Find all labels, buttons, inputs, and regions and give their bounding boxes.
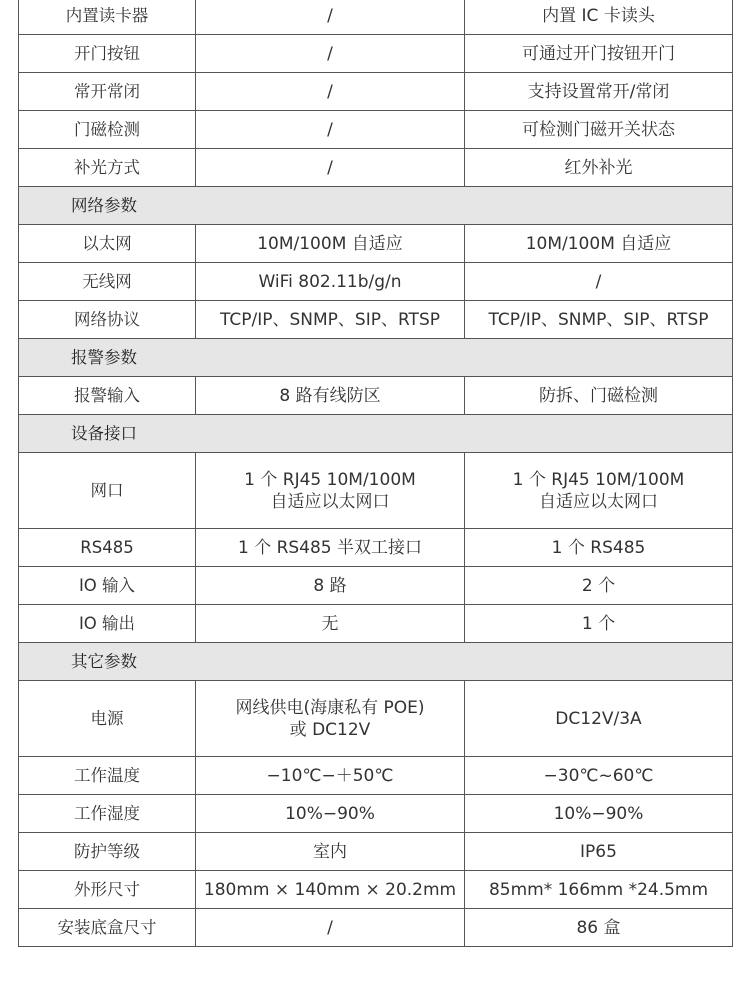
value-cell-a xyxy=(196,0,465,35)
table-row xyxy=(19,0,733,35)
cell-text-line: 或 DC12V xyxy=(289,719,371,740)
value-cell-b xyxy=(465,263,733,301)
cell-text-line: / xyxy=(595,271,602,292)
value-cell-a xyxy=(196,73,465,111)
cell-text-line: TCP/IP、SNMP、SIP、RTSP xyxy=(220,309,440,330)
section-header: 其它参数 xyxy=(19,643,733,681)
cell-text-line: IP65 xyxy=(580,841,617,862)
table-row xyxy=(19,909,733,947)
cell-text-line: 86 盒 xyxy=(576,917,621,938)
row-label: 补光方式 xyxy=(19,149,196,187)
value-cell-a xyxy=(196,567,465,605)
value-cell-a xyxy=(196,301,465,339)
table-row xyxy=(19,871,733,909)
row-label: 常开常闭 xyxy=(19,73,196,111)
cell-text-line: −30℃~60℃ xyxy=(543,765,654,786)
cell-text-line: 防拆、门磁检测 xyxy=(539,385,658,406)
cell-text-line: 1 个 RJ45 10M/100M xyxy=(512,469,685,490)
section-header-row xyxy=(19,339,733,377)
cell-text-line: 10M/100M 自适应 xyxy=(525,233,672,254)
value-cell-b xyxy=(465,73,733,111)
value-cell-a xyxy=(196,871,465,909)
table-row xyxy=(19,833,733,871)
table-row xyxy=(19,795,733,833)
row-label: IO 输入 xyxy=(19,567,196,605)
value-cell-b xyxy=(465,567,733,605)
cell-text-line: 网线供电(海康私有 POE) xyxy=(235,697,425,718)
cell-text-line: / xyxy=(327,119,333,140)
table-row xyxy=(19,453,733,529)
table-row xyxy=(19,757,733,795)
cell-text-line: 180mm × 140mm × 20.2mm xyxy=(203,879,457,900)
table-row xyxy=(19,35,733,73)
cell-text-line: / xyxy=(327,81,333,102)
table-row xyxy=(19,263,733,301)
row-label: 工作温度 xyxy=(19,757,196,795)
table-row xyxy=(19,567,733,605)
cell-text-line: 可通过开门按钮开门 xyxy=(522,43,675,64)
cell-text-line: WiFi 802.11b/g/n xyxy=(258,271,402,292)
value-cell-b xyxy=(465,149,733,187)
cell-text-line: TCP/IP、SNMP、SIP、RTSP xyxy=(488,309,709,330)
cell-text-line: / xyxy=(327,5,333,26)
cell-text-line: 10%−90% xyxy=(285,803,375,824)
cell-text-line: 8 路有线防区 xyxy=(279,385,381,406)
value-cell-b xyxy=(465,833,733,871)
cell-text-line: 1 个 RJ45 10M/100M xyxy=(244,469,416,490)
cell-text-line: 1 个 RS485 半双工接口 xyxy=(237,537,423,558)
cell-text-line: 85mm* 166mm *24.5mm xyxy=(488,879,709,900)
table-row xyxy=(19,529,733,567)
value-cell-a xyxy=(196,681,465,757)
value-cell-a xyxy=(196,605,465,643)
section-header: 网络参数 xyxy=(19,187,733,225)
row-label: 无线网 xyxy=(19,263,196,301)
cell-text-line: 10%−90% xyxy=(553,803,644,824)
row-label: 网口 xyxy=(19,453,196,529)
value-cell-a xyxy=(196,111,465,149)
table-row xyxy=(19,377,733,415)
cell-text-line: 无 xyxy=(321,613,339,634)
section-header: 设备接口 xyxy=(19,415,733,453)
cell-text-line: / xyxy=(327,43,333,64)
row-label: IO 输出 xyxy=(19,605,196,643)
value-cell-a xyxy=(196,225,465,263)
cell-text-line: 红外补光 xyxy=(564,157,633,178)
table-row xyxy=(19,225,733,263)
cell-text-line: 1 个 xyxy=(581,613,616,634)
value-cell-b xyxy=(465,529,733,567)
table-row xyxy=(19,111,733,149)
value-cell-a xyxy=(196,453,465,529)
spec-table xyxy=(18,0,733,947)
cell-text-line: −10℃−＋50℃ xyxy=(266,765,394,786)
row-label: 电源 xyxy=(19,681,196,757)
row-label: RS485 xyxy=(19,529,196,567)
cell-text-line: 10M/100M 自适应 xyxy=(257,233,403,254)
cell-text-line: DC12V/3A xyxy=(555,708,642,729)
row-label: 以太网 xyxy=(19,225,196,263)
cell-text-line: 自适应以太网口 xyxy=(539,491,658,512)
cell-text-line: 2 个 xyxy=(581,575,616,596)
value-cell-b xyxy=(465,35,733,73)
value-cell-b xyxy=(465,909,733,947)
table-row xyxy=(19,149,733,187)
value-cell-a xyxy=(196,35,465,73)
value-cell-b xyxy=(465,111,733,149)
value-cell-a xyxy=(196,377,465,415)
row-label: 开门按钮 xyxy=(19,35,196,73)
section-header-row xyxy=(19,415,733,453)
value-cell-b xyxy=(465,681,733,757)
value-cell-b xyxy=(465,795,733,833)
cell-text-line: 可检测门磁开关状态 xyxy=(522,119,675,140)
cell-text-line: 内置 IC 卡读头 xyxy=(542,5,655,26)
cell-text-line: / xyxy=(327,917,333,938)
value-cell-b xyxy=(465,301,733,339)
table-row xyxy=(19,605,733,643)
value-cell-b xyxy=(465,225,733,263)
cell-text-line: 8 路 xyxy=(313,575,347,596)
row-label: 外形尺寸 xyxy=(19,871,196,909)
table-row xyxy=(19,301,733,339)
cell-text-line: 支持设置常开/常闭 xyxy=(527,81,670,102)
value-cell-a xyxy=(196,149,465,187)
row-label: 门磁检测 xyxy=(19,111,196,149)
value-cell-b xyxy=(465,453,733,529)
value-cell-a xyxy=(196,263,465,301)
value-cell-a xyxy=(196,795,465,833)
cell-text-line: 1 个 RS485 xyxy=(551,537,646,558)
spec-table-body xyxy=(19,0,733,947)
row-label: 安装底盒尺寸 xyxy=(19,909,196,947)
cell-text-line: / xyxy=(327,157,333,178)
row-label: 网络协议 xyxy=(19,301,196,339)
value-cell-b xyxy=(465,605,733,643)
section-header: 报警参数 xyxy=(19,339,733,377)
value-cell-b xyxy=(465,0,733,35)
cell-text-line: 室内 xyxy=(313,841,347,862)
value-cell-a xyxy=(196,529,465,567)
row-label: 报警输入 xyxy=(19,377,196,415)
row-label: 内置读卡器 xyxy=(19,0,196,35)
value-cell-a xyxy=(196,833,465,871)
value-cell-b xyxy=(465,377,733,415)
value-cell-b xyxy=(465,871,733,909)
table-row xyxy=(19,681,733,757)
table-row xyxy=(19,73,733,111)
cell-text-line: 自适应以太网口 xyxy=(270,491,390,512)
section-header-row xyxy=(19,187,733,225)
section-header-row xyxy=(19,643,733,681)
row-label: 工作湿度 xyxy=(19,795,196,833)
value-cell-b xyxy=(465,757,733,795)
value-cell-a xyxy=(196,757,465,795)
value-cell-a xyxy=(196,909,465,947)
row-label: 防护等级 xyxy=(19,833,196,871)
